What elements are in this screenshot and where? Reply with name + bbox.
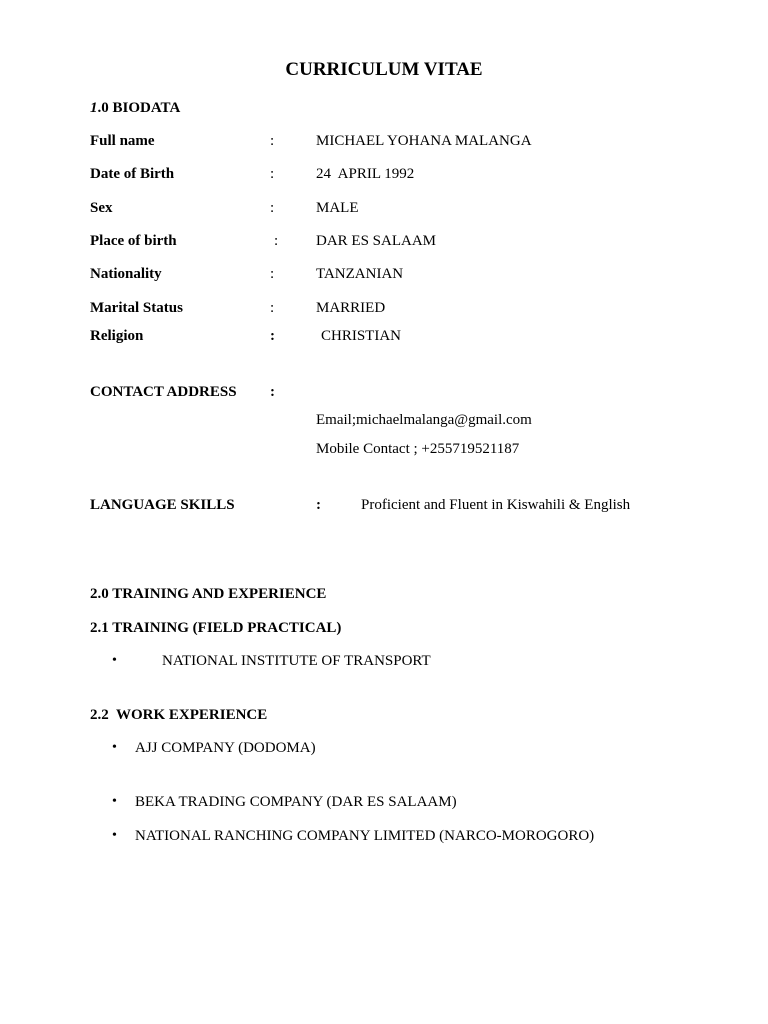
full-name-value: MICHAEL YOHANA MALANGA — [316, 133, 532, 149]
nationality-label: Nationality — [90, 266, 162, 282]
language-skills-separator: : — [316, 497, 321, 513]
marital-status-separator: : — [270, 300, 275, 316]
religion-label: Religion — [90, 328, 144, 344]
contact-address-separator: : — [270, 384, 275, 400]
religion-separator: : — [270, 328, 275, 344]
bullet-icon: • — [112, 653, 117, 668]
date-of-birth-separator: : — [270, 166, 275, 182]
work-item: NATIONAL RANCHING COMPANY LIMITED (NARCO-MOROGORO) — [135, 828, 595, 844]
training-heading: 2.1 TRAINING (FIELD PRACTICAL) — [90, 620, 342, 636]
language-skills-label: LANGUAGE SKILLS — [90, 497, 235, 513]
sex-separator: : — [270, 200, 275, 216]
work-item: AJJ COMPANY (DODOMA) — [135, 740, 316, 756]
contact-address-label: CONTACT ADDRESS — [90, 384, 237, 400]
sex-value: MALE — [316, 200, 359, 216]
place-of-birth-value: DAR ES SALAAM — [316, 233, 437, 249]
document-title: CURRICULUM VITAE — [285, 59, 483, 80]
full-name-label: Full name — [90, 133, 155, 149]
bullet-icon: • — [112, 828, 117, 843]
nationality-value: TANZANIAN — [316, 266, 404, 282]
biodata-heading-number: 1 — [90, 100, 98, 116]
language-skills-value: Proficient and Fluent in Kiswahili & English — [361, 497, 631, 513]
date-of-birth-value: 24 APRIL 1992 — [316, 166, 415, 182]
contact-mobile: Mobile Contact ; +255719521187 — [316, 441, 520, 457]
nationality-separator: : — [270, 266, 275, 282]
contact-email: Email;michaelmalanga@gmail.com — [316, 412, 532, 428]
place-of-birth-label: Place of birth — [90, 233, 177, 249]
place-of-birth-separator: : — [274, 233, 279, 249]
training-experience-heading: 2.0 TRAINING AND EXPERIENCE — [90, 586, 327, 602]
marital-status-label: Marital Status — [90, 300, 183, 316]
date-of-birth-label: Date of Birth — [90, 166, 175, 182]
marital-status-value: MARRIED — [316, 300, 386, 316]
bullet-icon: • — [112, 794, 117, 809]
biodata-heading-text: .0 BIODATA — [97, 100, 181, 116]
training-item: NATIONAL INSTITUTE OF TRANSPORT — [162, 653, 431, 669]
sex-label: Sex — [90, 200, 113, 216]
bullet-icon: • — [112, 740, 117, 755]
religion-value: CHRISTIAN — [321, 328, 402, 344]
work-item: BEKA TRADING COMPANY (DAR ES SALAAM) — [135, 794, 457, 810]
full-name-separator: : — [270, 133, 275, 149]
biodata-heading — [90, 99, 180, 117]
work-experience-heading: 2.2 WORK EXPERIENCE — [90, 707, 268, 723]
